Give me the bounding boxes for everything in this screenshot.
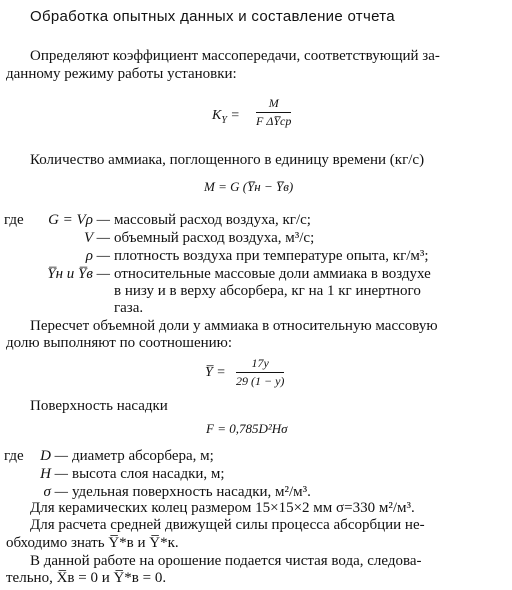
- def4-text-cont: в низу и в верху абсорбера, кг на 1 кг инертного: [114, 283, 421, 299]
- equation-1-fraction: [256, 96, 291, 129]
- eq1-lhs-subscript: Y: [221, 114, 227, 126]
- def-sigma-text: удельная поверхность насадки, м²/м³.: [72, 484, 311, 500]
- equation-4: F = 0,785D²Hσ: [206, 421, 288, 436]
- def3-symbol: ρ —: [85, 248, 110, 264]
- equation-1-lhs: $K_Y$ =: [212, 108, 240, 126]
- where-label-2: где: [4, 448, 24, 464]
- def-h-text: высота слоя насадки, м;: [72, 466, 225, 482]
- def-d-text: диаметр абсорбера, м;: [72, 448, 214, 464]
- eq1-numerator: M: [256, 96, 291, 113]
- recalc-text-line-2: долю выполняют по соотношению:: [6, 335, 233, 351]
- water-text-line-2: тельно, X̅в = 0 и Y̅*в = 0.: [6, 570, 167, 586]
- intro-text-line-1: Определяют коэффициент массопередачи, соответствующий за-: [30, 48, 440, 64]
- equation-3-fraction: [236, 356, 284, 389]
- eq3-denominator: 29 (1 − y): [236, 374, 285, 388]
- equation-3-lhs: Y̅ =: [205, 365, 226, 380]
- def1-symbol: G = Vρ —: [48, 212, 110, 228]
- def1-text: массовый расход воздуха, кг/с;: [114, 212, 311, 228]
- def4-text-end: газа.: [114, 300, 144, 316]
- def4-text: относительные массовые доли аммиака в воздухе: [114, 266, 431, 282]
- def4-symbol: Y̅н и Y̅в —: [47, 266, 110, 282]
- def-sigma-symbol: σ —: [43, 484, 68, 500]
- surface-text: Поверхность насадки: [30, 398, 168, 414]
- eq1-lhs-symbol: K: [212, 108, 222, 123]
- equation-2: M = G (Y̅н − Y̅в): [204, 179, 294, 194]
- intro-text-line-2: данному режиму работы установки:: [6, 66, 237, 82]
- where-label-1: где: [4, 212, 24, 228]
- eq1-denominator: F ΔY̅cp: [256, 114, 292, 128]
- section-heading: Обработка опытных данных и составление отчета: [30, 8, 395, 25]
- water-text-line-1: В данной работе на орошение подается чистая вода, следова-: [30, 553, 422, 569]
- def-d-symbol: D —: [40, 448, 68, 464]
- rings-text: Для керамических колец размером 15×15×2 мм σ=330 м²/м³.: [30, 500, 415, 516]
- def2-symbol: V —: [84, 230, 110, 246]
- drive-force-text-line-2: обходимо знать Y̅*в и Y̅*к.: [6, 535, 179, 551]
- def2-text: объемный расход воздуха, м³/с;: [114, 230, 315, 246]
- eq3-numerator: 17y: [236, 356, 284, 373]
- def-h-symbol: H —: [40, 466, 68, 482]
- recalc-text-line-1: Пересчет объемной доли y аммиака в относительную массовую: [30, 318, 438, 334]
- ammonia-text: Количество аммиака, поглощенного в единицу времени (кг/с): [30, 152, 425, 168]
- def3-text: плотность воздуха при температуре опыта, кг/м³;: [114, 248, 429, 264]
- drive-force-text-line-1: Для расчета средней движущей силы процесса абсорбции не-: [30, 517, 425, 533]
